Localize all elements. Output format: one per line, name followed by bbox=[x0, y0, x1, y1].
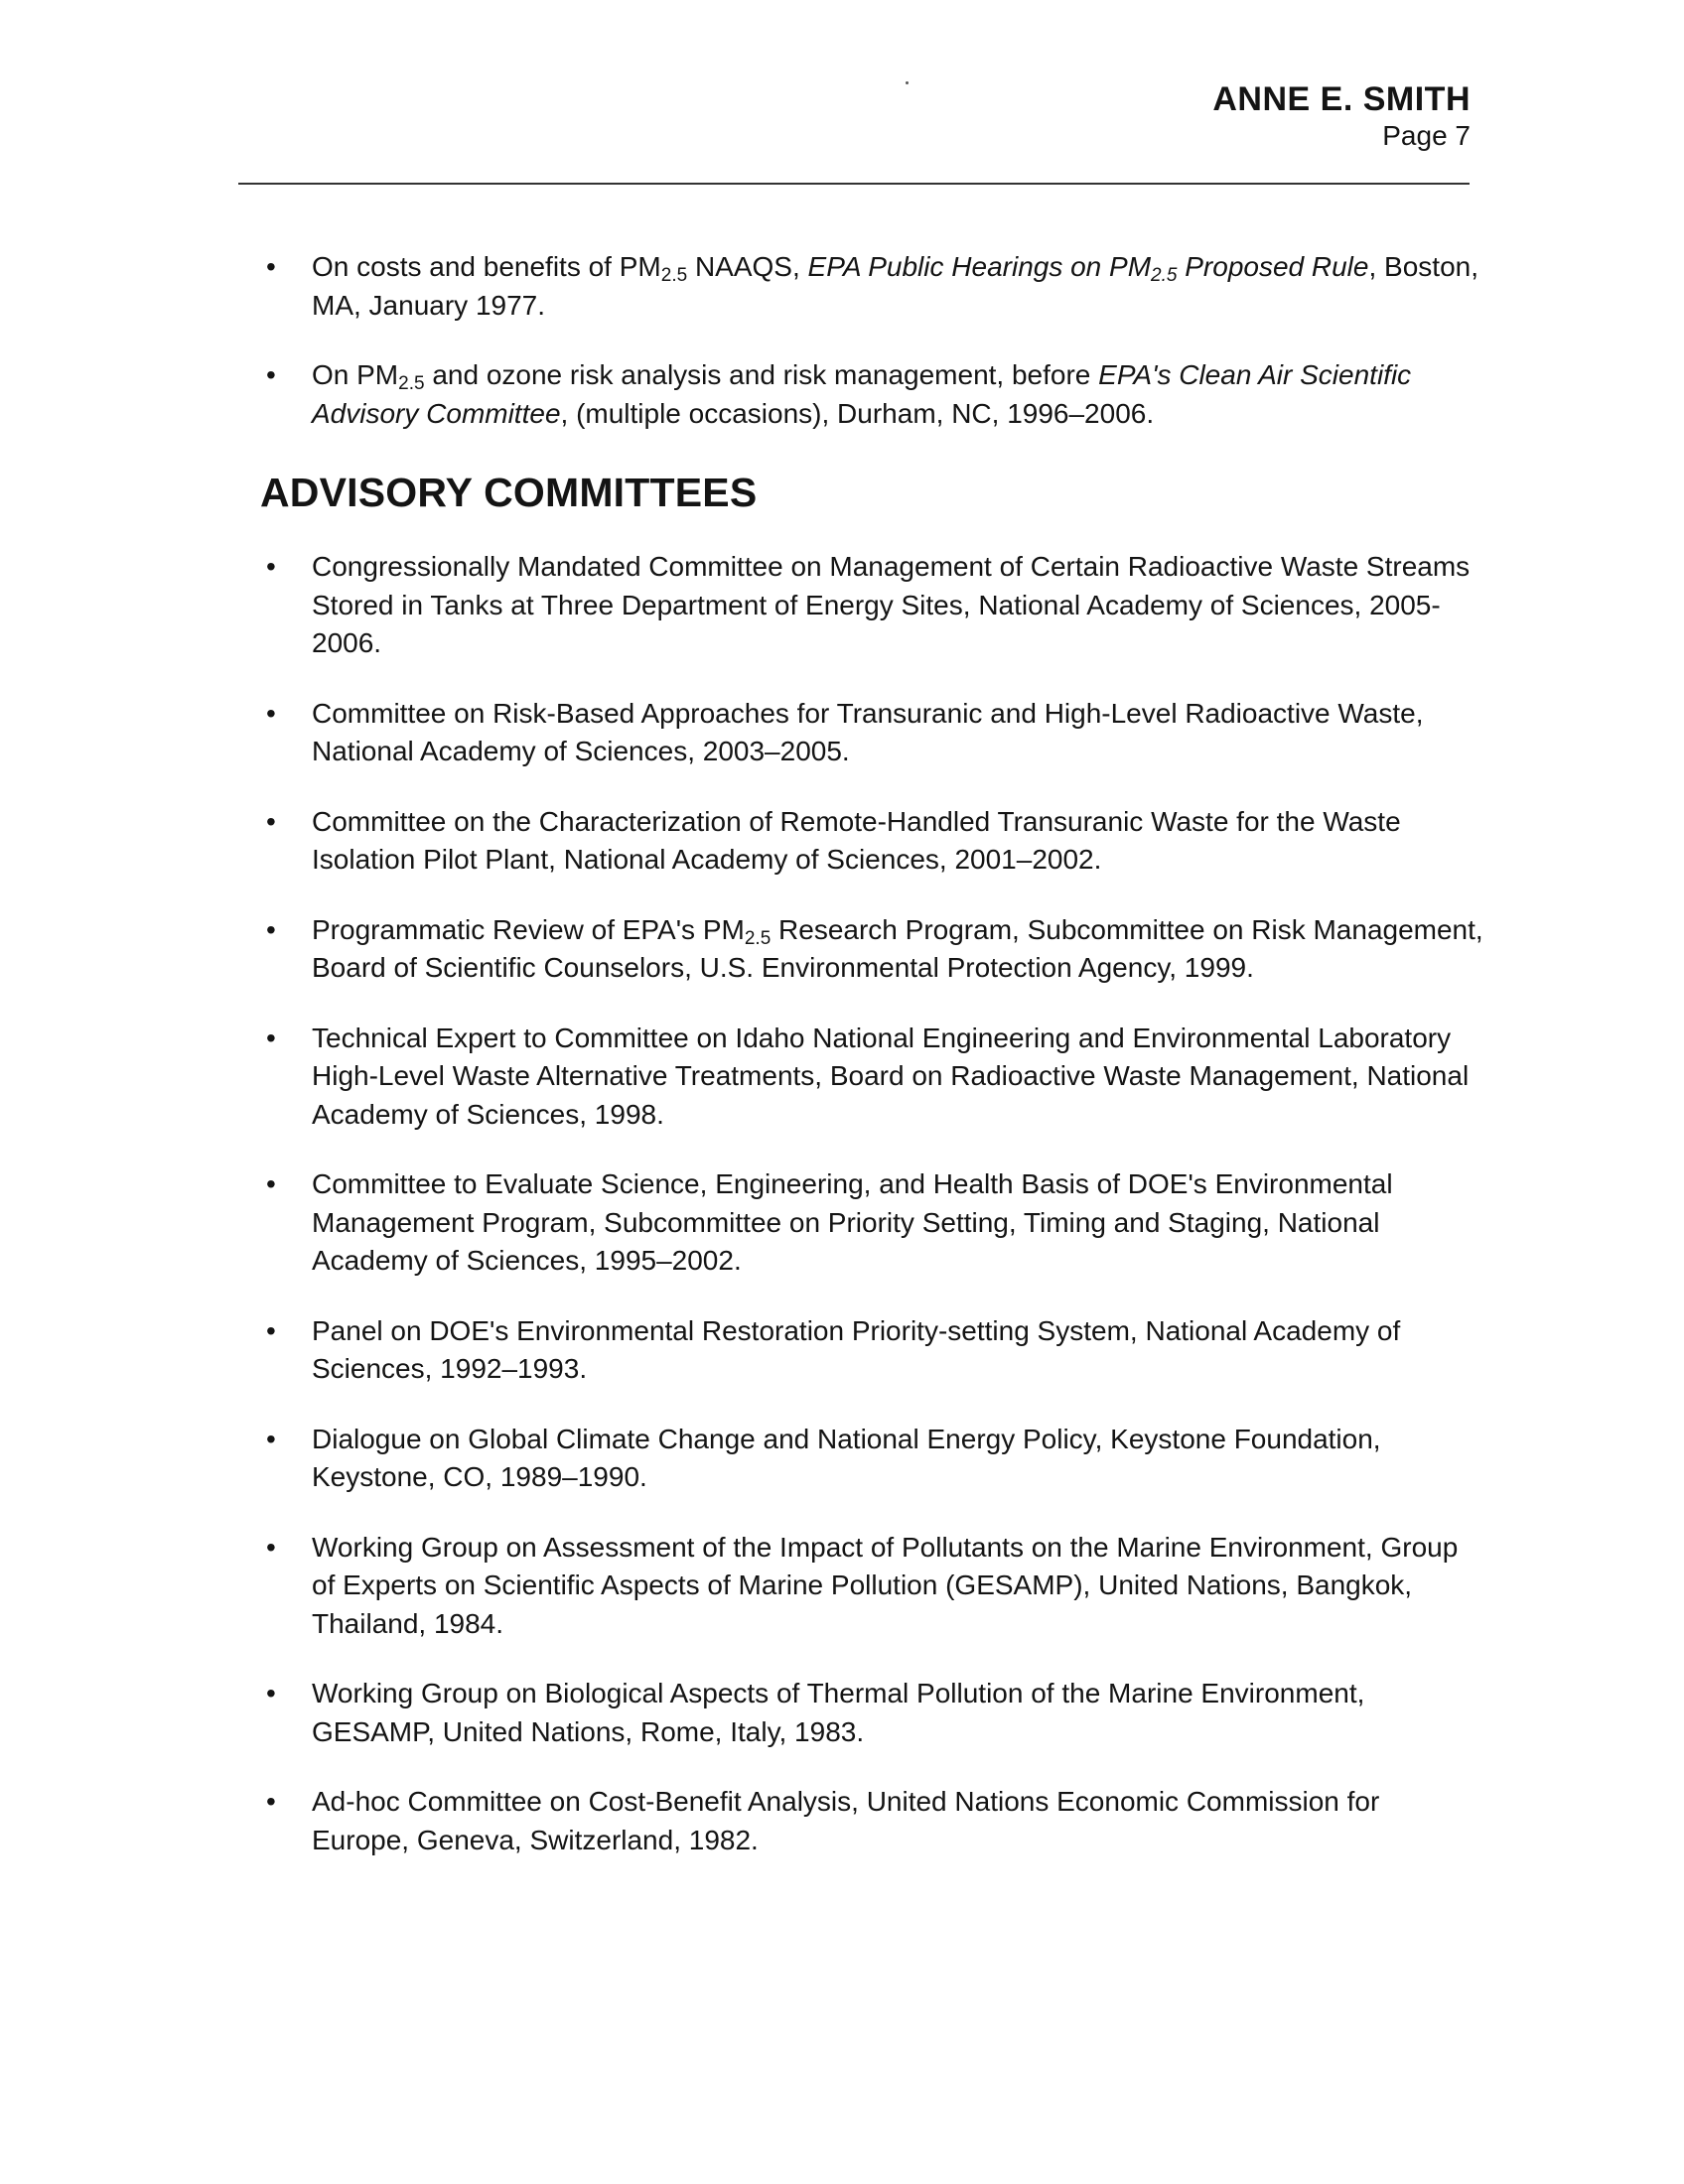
item-text: Dialogue on Global Climate Change and National Energy Policy, Keystone Foundation, Keystone, CO, 1989–1990. bbox=[312, 1423, 1381, 1492]
bullet: • bbox=[266, 913, 276, 945]
list-item bbox=[262, 1165, 1483, 1281]
item-italic: Proposed Rule bbox=[1177, 251, 1369, 282]
page-number: Page 7 bbox=[1382, 120, 1471, 151]
list-item bbox=[262, 803, 1483, 880]
subscript: 2.5 bbox=[660, 265, 688, 286]
item-text: On PM bbox=[312, 359, 399, 390]
item-text: On costs and benefits of PM bbox=[312, 251, 661, 282]
bullet: • bbox=[266, 1678, 276, 1708]
list-item bbox=[262, 695, 1483, 771]
bullet: • bbox=[266, 1531, 276, 1563]
bullet: • bbox=[266, 805, 276, 837]
bullet: • bbox=[266, 1786, 276, 1817]
list-item bbox=[262, 356, 1483, 433]
bullet: • bbox=[266, 697, 276, 729]
bullet: • bbox=[266, 1314, 276, 1346]
item-text: Working Group on Biological Aspects of Thermal Pollution of the Marine Environment, GESAMP, United Nations, Rome, Italy, 1983. bbox=[312, 1678, 1365, 1747]
item-text: Working Group on Assessment of the Impact of Pollutants on the Marine Environment, Group of Experts on Scientific Aspects of Marine Pollution (GESAMP), United Nations, Bangkok, Thailand, 1984. bbox=[312, 1531, 1459, 1639]
list-item bbox=[262, 1421, 1483, 1497]
list-item bbox=[262, 1675, 1483, 1751]
page-header bbox=[1212, 79, 1471, 153]
page-content bbox=[262, 248, 1483, 1891]
item-text: NAAQS, bbox=[687, 251, 808, 282]
list-item bbox=[262, 248, 1483, 325]
author-name: ANNE E. SMITH bbox=[1212, 80, 1471, 118]
list-item bbox=[262, 1020, 1483, 1135]
bullet: • bbox=[266, 1168, 276, 1199]
list-item bbox=[262, 911, 1483, 988]
list-item bbox=[262, 1312, 1483, 1389]
item-text: Panel on DOE's Environmental Restoration Priority-setting System, National Academy of Sciences, 1992–1993. bbox=[312, 1314, 1401, 1384]
item-text: Technical Expert to Committee on Idaho National Engineering and Environmental Laboratory High-Level Waste Alternative Treatments, Board on Radioactive Waste Management, National Academy of Sciences, 1998. bbox=[312, 1022, 1470, 1130]
list-item bbox=[262, 548, 1483, 663]
item-italic: EPA Public Hearings on PM bbox=[807, 251, 1152, 282]
item-text: Committee on the Characterization of Remote-Handled Transuranic Waste for the Waste Isolation Pilot Plant, National Academy of Sciences, 2001–2002. bbox=[312, 805, 1401, 875]
subscript: 2.5 bbox=[1151, 265, 1178, 286]
subscript: 2.5 bbox=[398, 373, 425, 394]
list-item bbox=[262, 1783, 1483, 1859]
item-text: Ad-hoc Committee on Cost-Benefit Analysis, United Nations Economic Commission for Europe, Geneva, Switzerland, 1982. bbox=[312, 1786, 1380, 1855]
bullet: • bbox=[266, 359, 276, 390]
item-text: , (multiple occasions), Durham, NC, 1996–2006. bbox=[560, 397, 1155, 429]
bullet: • bbox=[266, 1423, 276, 1454]
item-text: , Boston, MA, January 1977. bbox=[312, 251, 1478, 321]
scan-speck bbox=[906, 81, 909, 84]
bullet: • bbox=[266, 251, 276, 282]
item-text: Committee on Risk-Based Approaches for Transuranic and High-Level Radioactive Waste, National Academy of Sciences, 2003–2005. bbox=[312, 697, 1424, 766]
item-text: Programmatic Review of EPA's PM bbox=[312, 913, 745, 945]
section-title: ADVISORY COMMITTEES bbox=[260, 470, 758, 515]
item-text: Congressionally Mandated Committee on Management of Certain Radioactive Waste Streams Stored in Tanks at Three Department of Energy Sites, National Academy of Sciences, 2005-2006. bbox=[312, 551, 1471, 658]
item-text: Research Program, Subcommittee on Risk Management, Board of Scientific Counselors, U.S. Environmental Protection Agency, 1999. bbox=[312, 913, 1483, 983]
hearings-list bbox=[262, 248, 1483, 433]
bullet: • bbox=[266, 551, 276, 582]
header-rule bbox=[238, 183, 1470, 185]
subscript: 2.5 bbox=[744, 927, 772, 949]
list-item bbox=[262, 1529, 1483, 1644]
committees-list bbox=[262, 548, 1483, 1859]
item-text: and ozone risk analysis and risk management, before bbox=[424, 359, 1099, 390]
bullet: • bbox=[266, 1022, 276, 1053]
item-text: Committee to Evaluate Science, Engineering, and Health Basis of DOE's Environmental Management Program, Subcommittee on Priority Setting, Timing and Staging, National Academy of Sciences, 1995–2002. bbox=[312, 1168, 1393, 1276]
item-italic: EPA's Clean Air Scientific Advisory Committee bbox=[312, 359, 1412, 429]
